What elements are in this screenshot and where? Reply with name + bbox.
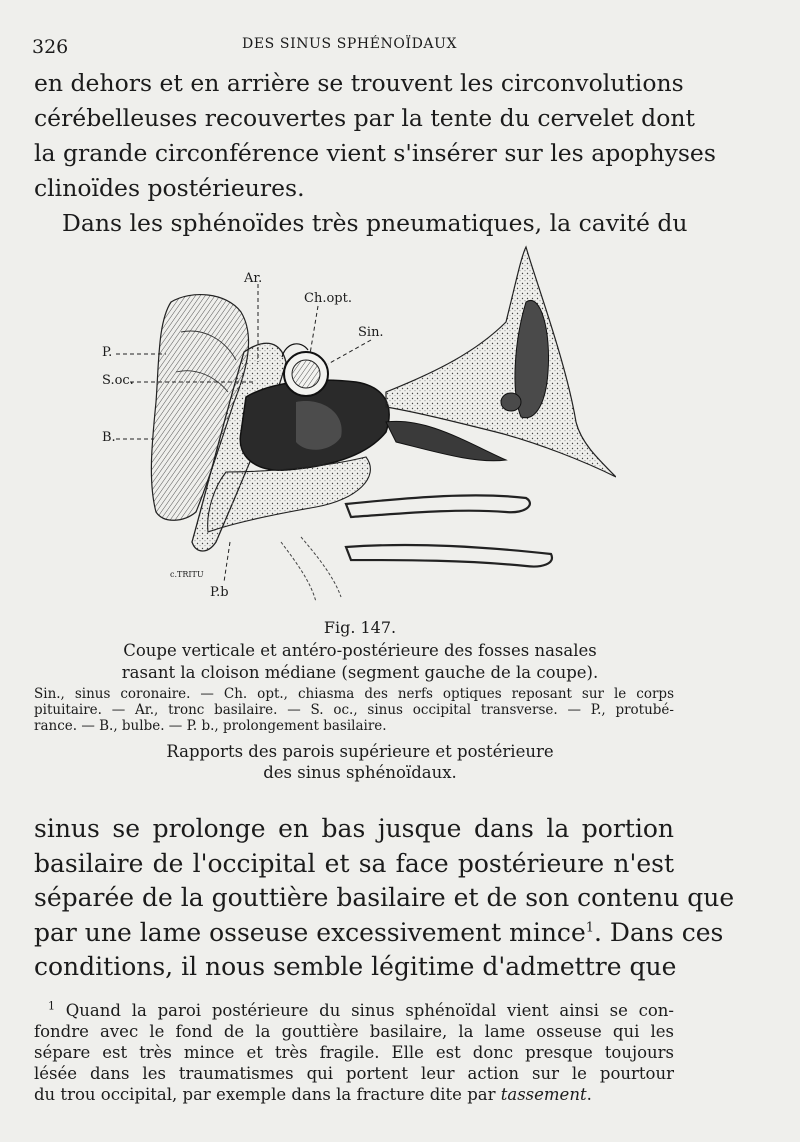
paragraph-bottom — [34, 812, 735, 985]
page-number: 326 — [32, 36, 69, 58]
title-line: des sinus sphénoïdaux. — [263, 763, 457, 782]
turbinate-lower — [346, 545, 552, 567]
label-ar: Ar. — [244, 271, 263, 286]
label-p: P. — [102, 345, 113, 360]
figure-legend — [34, 686, 674, 734]
figure-title — [40, 741, 680, 783]
text-segment: . — [586, 1085, 592, 1104]
footnote-reference: 1 — [585, 920, 595, 936]
label-pb: P.b — [210, 585, 229, 600]
figure-number: Fig. 147. — [323, 618, 397, 637]
text-segment: Quand la paroi postérieure du sinus sphénoïdal vient ainsi se con- — [65, 1001, 674, 1020]
legend-line: pituitaire. — Ar., tronc basilaire. — S. oc., sinus occipital transverse. — P., protubé- — [34, 702, 674, 718]
text-line-with-note — [34, 916, 724, 951]
caption-line: Coupe verticale et antéro-postérieure des fosses nasales — [123, 641, 597, 660]
caption-line: rasant la cloison médiane (segment gauche de la coupe). — [121, 663, 599, 682]
legend-line: rance. — B., bulbe. — P. b., prolongement basilaire. — [34, 718, 387, 734]
engraver-signature: c.TRITU — [170, 570, 204, 579]
text-line: la grande circonférence vient s'insérer sur les apophyses — [34, 139, 716, 167]
text-line: sinus se prolonge en bas jusque dans la portion — [34, 814, 674, 843]
label-ch-opt: Ch.opt. — [304, 291, 352, 306]
text-segment: . Dans ces — [594, 917, 724, 947]
text-line: basilaire de l'occipital et sa face postérieure n'est — [34, 848, 674, 878]
label-b: B. — [102, 430, 116, 445]
text-line: cérébelleuses recouvertes par la tente du cervelet dont — [34, 104, 695, 132]
footnote-line: sépare est très mince et très fragile. Elle est donc presque toujours — [34, 1043, 674, 1062]
legend-line: Sin., sinus coronaire. — Ch. opt., chiasma des nerfs optiques reposant sur le corps — [34, 686, 674, 702]
text-line: en dehors et en arrière se trouvent les circonvolutions — [34, 69, 684, 97]
title-line: Rapports des parois supérieure et postérieure — [166, 742, 554, 761]
text-line: clinoïdes postérieures. — [34, 174, 305, 202]
figure-caption — [40, 640, 680, 684]
label-sin: Sin. — [358, 325, 384, 340]
text-line: conditions, il nous semble légitime d'admettre que — [34, 952, 677, 981]
footnote-mark: 1 — [48, 999, 55, 1013]
page-header — [32, 36, 672, 58]
text-segment: par une lame osseuse excessivement mince — [34, 917, 586, 947]
footnote — [34, 1000, 674, 1105]
footnote-line — [34, 1000, 674, 1021]
footnote-line — [34, 1084, 674, 1105]
paragraph-top — [34, 66, 716, 241]
text-line: séparée de la gouttière basilaire et de son contenu que — [34, 883, 735, 912]
footnote-line: lésée dans les traumatismes qui portent leur action sur le pourtour — [34, 1064, 674, 1083]
text-line: Dans les sphénoïdes très pneumatiques, la cavité du — [62, 209, 688, 237]
label-s-oc: S.oc. — [102, 373, 134, 388]
turbinate-middle — [346, 495, 530, 517]
text-segment: du trou occipital, par exemple dans la fracture dite par — [34, 1085, 496, 1104]
italic-term: tassement — [500, 1085, 587, 1104]
anatomical-figure — [96, 242, 616, 612]
running-head: DES SINUS SPHÉNOÏDAUX — [242, 36, 458, 52]
sagittal-section-drawing — [96, 242, 616, 612]
footnote-line: fondre avec le fond de la gouttière basilaire, la lame osseuse qui les — [34, 1022, 674, 1041]
